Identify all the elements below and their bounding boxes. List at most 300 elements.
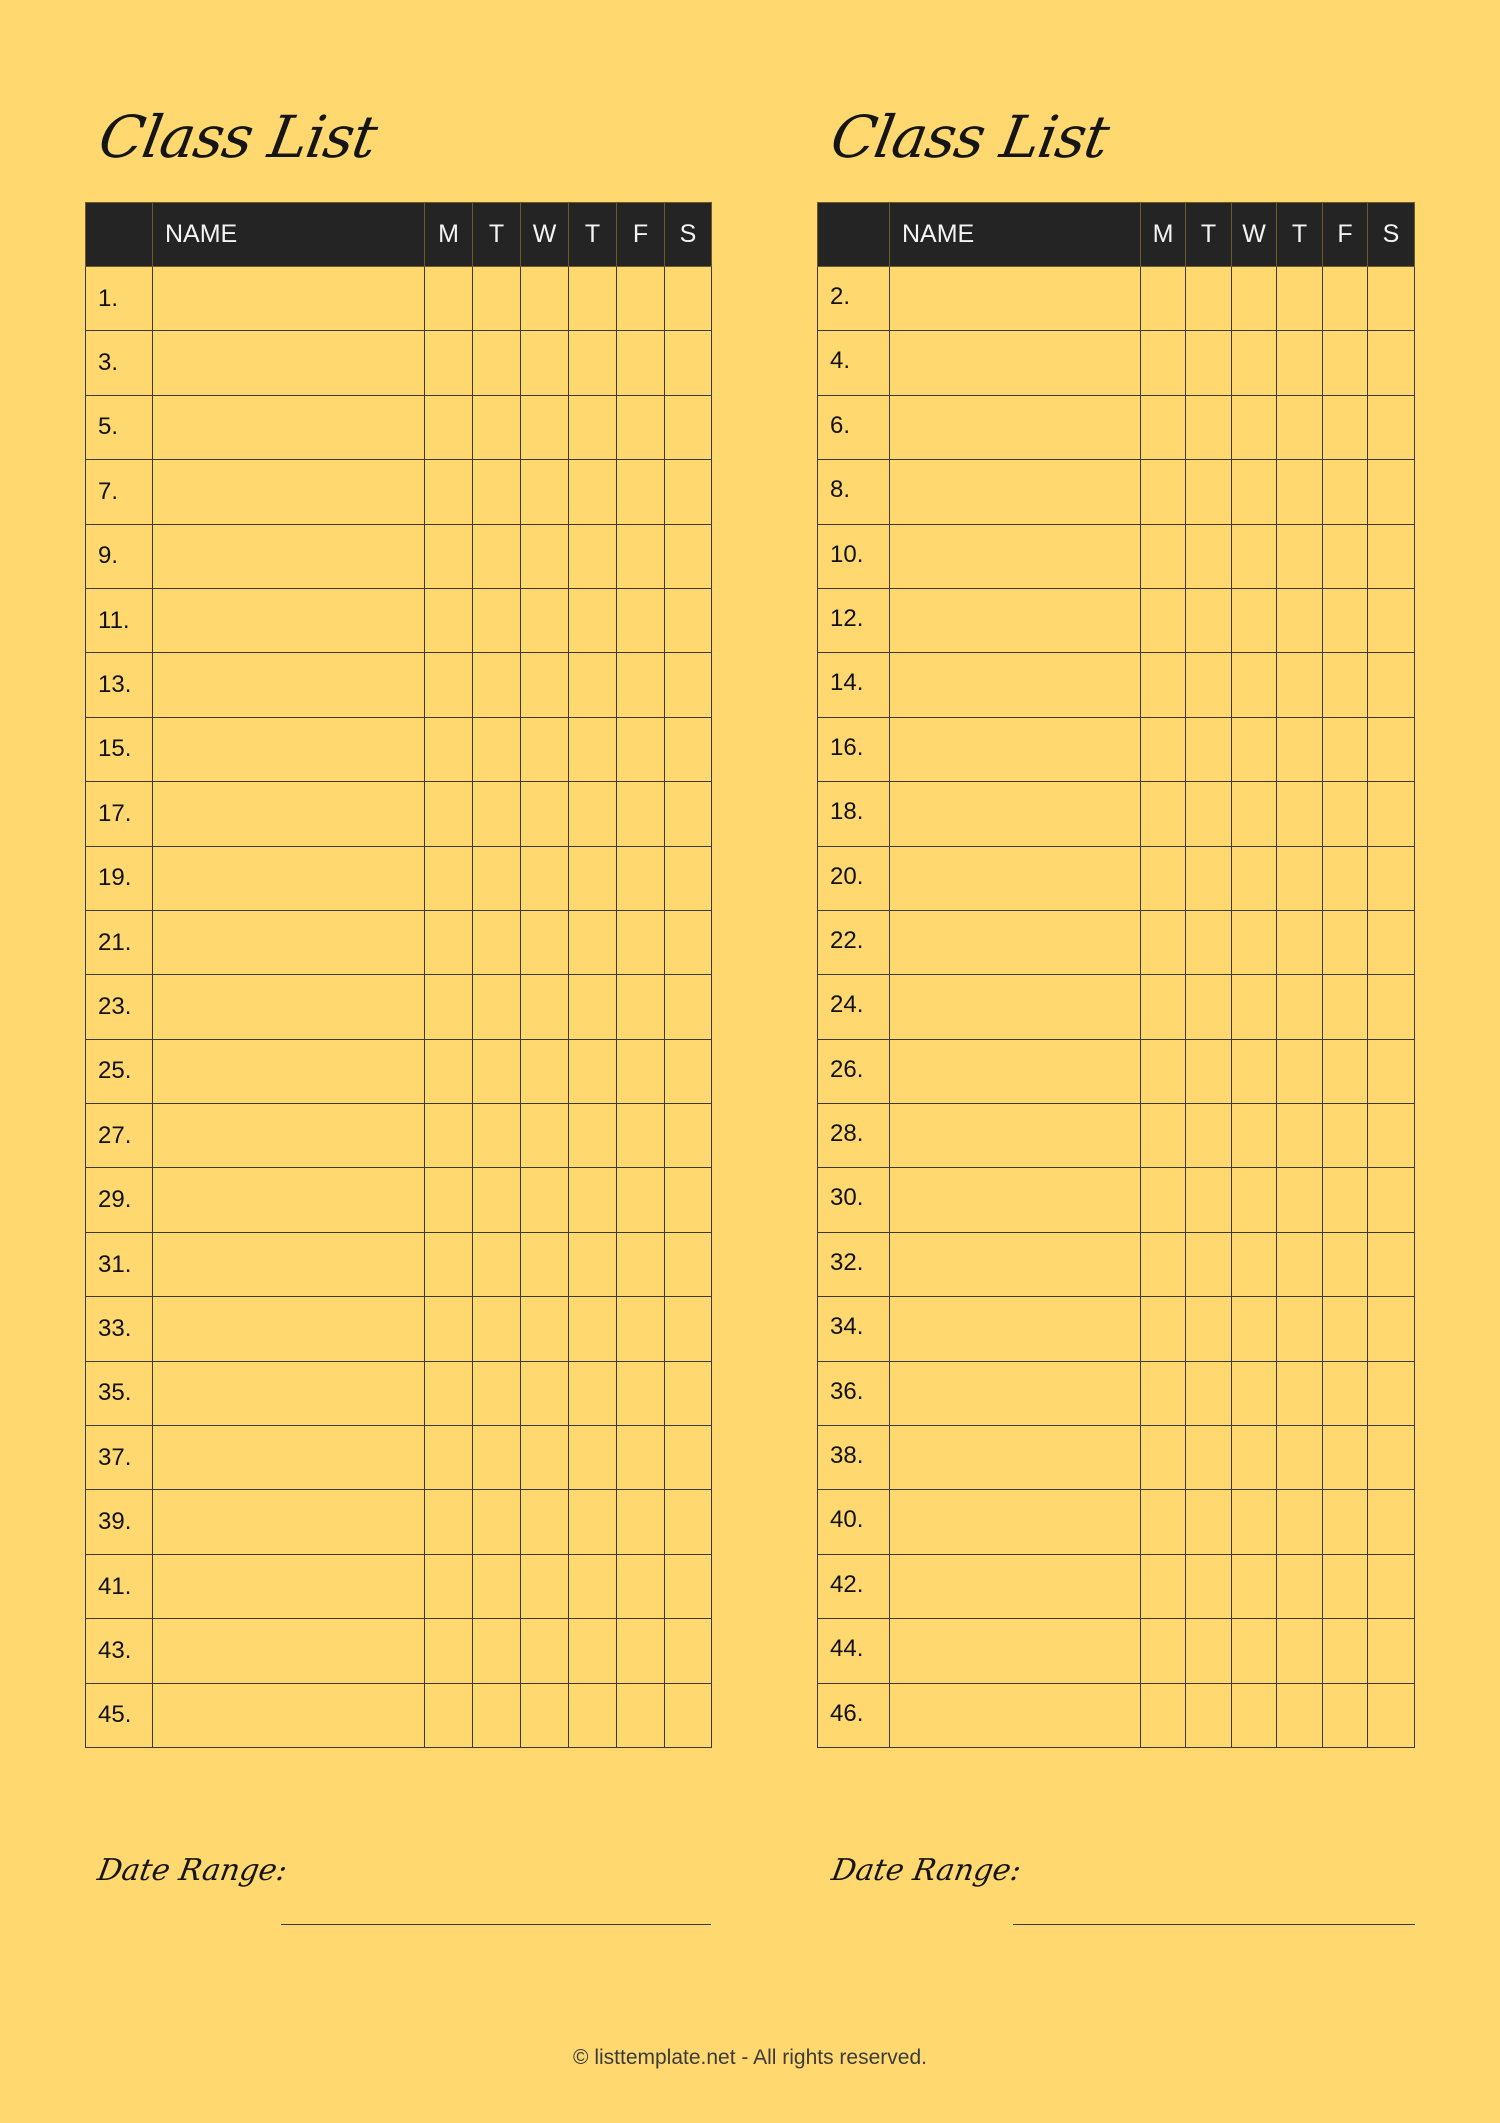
- name-cell[interactable]: [153, 782, 425, 846]
- attendance-cell[interactable]: [1232, 524, 1277, 588]
- attendance-cell[interactable]: [521, 975, 569, 1039]
- attendance-cell[interactable]: [617, 395, 665, 459]
- attendance-cell[interactable]: [569, 782, 617, 846]
- attendance-cell[interactable]: [473, 1232, 521, 1296]
- name-cell[interactable]: [153, 524, 425, 588]
- attendance-cell[interactable]: [1368, 1232, 1415, 1296]
- attendance-cell[interactable]: [1186, 1554, 1232, 1618]
- attendance-cell[interactable]: [1186, 1104, 1232, 1168]
- attendance-cell[interactable]: [1186, 1490, 1232, 1554]
- attendance-cell[interactable]: [425, 717, 473, 781]
- attendance-cell[interactable]: [521, 1039, 569, 1103]
- attendance-cell[interactable]: [1277, 653, 1323, 717]
- attendance-cell[interactable]: [617, 1039, 665, 1103]
- attendance-cell[interactable]: [1323, 1104, 1368, 1168]
- attendance-cell[interactable]: [521, 910, 569, 974]
- attendance-cell[interactable]: [1368, 1683, 1415, 1747]
- attendance-cell[interactable]: [1368, 717, 1415, 781]
- name-cell[interactable]: [153, 395, 425, 459]
- attendance-cell[interactable]: [521, 717, 569, 781]
- name-cell[interactable]: [153, 717, 425, 781]
- attendance-cell[interactable]: [617, 1104, 665, 1168]
- attendance-cell[interactable]: [569, 524, 617, 588]
- attendance-cell[interactable]: [1323, 1683, 1368, 1747]
- attendance-cell[interactable]: [1232, 331, 1277, 395]
- attendance-cell[interactable]: [1323, 1426, 1368, 1490]
- attendance-cell[interactable]: [425, 1297, 473, 1361]
- attendance-cell[interactable]: [569, 846, 617, 910]
- attendance-cell[interactable]: [425, 975, 473, 1039]
- attendance-cell[interactable]: [1277, 1104, 1323, 1168]
- name-cell[interactable]: [153, 588, 425, 652]
- attendance-cell[interactable]: [1323, 1619, 1368, 1683]
- attendance-cell[interactable]: [665, 1619, 712, 1683]
- attendance-cell[interactable]: [665, 846, 712, 910]
- attendance-cell[interactable]: [473, 395, 521, 459]
- attendance-cell[interactable]: [1141, 910, 1186, 974]
- attendance-cell[interactable]: [473, 588, 521, 652]
- attendance-cell[interactable]: [617, 653, 665, 717]
- name-cell[interactable]: [153, 1168, 425, 1232]
- attendance-cell[interactable]: [1277, 846, 1323, 910]
- name-cell[interactable]: [153, 460, 425, 524]
- name-cell[interactable]: [890, 975, 1141, 1039]
- name-cell[interactable]: [890, 524, 1141, 588]
- attendance-cell[interactable]: [1141, 1554, 1186, 1618]
- attendance-cell[interactable]: [1232, 717, 1277, 781]
- attendance-cell[interactable]: [521, 1683, 569, 1747]
- attendance-cell[interactable]: [1141, 1297, 1186, 1361]
- attendance-cell[interactable]: [1323, 846, 1368, 910]
- attendance-cell[interactable]: [1368, 331, 1415, 395]
- attendance-cell[interactable]: [1141, 1361, 1186, 1425]
- attendance-cell[interactable]: [425, 1361, 473, 1425]
- attendance-cell[interactable]: [425, 846, 473, 910]
- attendance-cell[interactable]: [1323, 1361, 1368, 1425]
- attendance-cell[interactable]: [1141, 846, 1186, 910]
- attendance-cell[interactable]: [473, 331, 521, 395]
- attendance-cell[interactable]: [1186, 1168, 1232, 1232]
- attendance-cell[interactable]: [425, 1490, 473, 1554]
- attendance-cell[interactable]: [1141, 331, 1186, 395]
- attendance-cell[interactable]: [617, 1232, 665, 1296]
- name-cell[interactable]: [890, 1683, 1141, 1747]
- attendance-cell[interactable]: [617, 1361, 665, 1425]
- attendance-cell[interactable]: [1368, 460, 1415, 524]
- attendance-cell[interactable]: [425, 331, 473, 395]
- attendance-cell[interactable]: [1277, 1168, 1323, 1232]
- attendance-cell[interactable]: [425, 1039, 473, 1103]
- attendance-cell[interactable]: [1186, 395, 1232, 459]
- attendance-cell[interactable]: [1186, 1297, 1232, 1361]
- name-cell[interactable]: [890, 1104, 1141, 1168]
- attendance-cell[interactable]: [1186, 910, 1232, 974]
- attendance-cell[interactable]: [617, 1297, 665, 1361]
- name-cell[interactable]: [890, 910, 1141, 974]
- attendance-cell[interactable]: [1186, 1039, 1232, 1103]
- attendance-cell[interactable]: [473, 524, 521, 588]
- attendance-cell[interactable]: [665, 1426, 712, 1490]
- attendance-cell[interactable]: [1141, 1232, 1186, 1296]
- attendance-cell[interactable]: [473, 717, 521, 781]
- attendance-cell[interactable]: [1323, 910, 1368, 974]
- name-cell[interactable]: [890, 1232, 1141, 1296]
- attendance-cell[interactable]: [569, 975, 617, 1039]
- attendance-cell[interactable]: [1232, 395, 1277, 459]
- name-cell[interactable]: [153, 1232, 425, 1296]
- attendance-cell[interactable]: [1186, 588, 1232, 652]
- attendance-cell[interactable]: [617, 331, 665, 395]
- attendance-cell[interactable]: [425, 653, 473, 717]
- attendance-cell[interactable]: [1277, 524, 1323, 588]
- name-cell[interactable]: [890, 846, 1141, 910]
- attendance-cell[interactable]: [1186, 975, 1232, 1039]
- attendance-cell[interactable]: [1186, 653, 1232, 717]
- attendance-cell[interactable]: [569, 1554, 617, 1618]
- attendance-cell[interactable]: [617, 846, 665, 910]
- attendance-cell[interactable]: [617, 460, 665, 524]
- attendance-cell[interactable]: [473, 267, 521, 331]
- attendance-cell[interactable]: [665, 1039, 712, 1103]
- name-cell[interactable]: [890, 1361, 1141, 1425]
- attendance-cell[interactable]: [1232, 1232, 1277, 1296]
- attendance-cell[interactable]: [665, 1104, 712, 1168]
- attendance-cell[interactable]: [569, 1104, 617, 1168]
- attendance-cell[interactable]: [569, 653, 617, 717]
- attendance-cell[interactable]: [1368, 1168, 1415, 1232]
- attendance-cell[interactable]: [1277, 460, 1323, 524]
- attendance-cell[interactable]: [665, 1361, 712, 1425]
- attendance-cell[interactable]: [1232, 1297, 1277, 1361]
- attendance-cell[interactable]: [521, 1490, 569, 1554]
- attendance-cell[interactable]: [1186, 717, 1232, 781]
- attendance-cell[interactable]: [473, 1683, 521, 1747]
- name-cell[interactable]: [153, 1104, 425, 1168]
- attendance-cell[interactable]: [1141, 395, 1186, 459]
- attendance-cell[interactable]: [665, 1490, 712, 1554]
- attendance-cell[interactable]: [617, 1426, 665, 1490]
- attendance-cell[interactable]: [1368, 1554, 1415, 1618]
- attendance-cell[interactable]: [1141, 782, 1186, 846]
- attendance-cell[interactable]: [425, 1104, 473, 1168]
- attendance-cell[interactable]: [425, 1168, 473, 1232]
- name-cell[interactable]: [890, 460, 1141, 524]
- attendance-cell[interactable]: [1232, 1168, 1277, 1232]
- attendance-cell[interactable]: [521, 588, 569, 652]
- attendance-cell[interactable]: [617, 1490, 665, 1554]
- attendance-cell[interactable]: [1186, 1619, 1232, 1683]
- attendance-cell[interactable]: [425, 267, 473, 331]
- name-cell[interactable]: [890, 267, 1141, 331]
- attendance-cell[interactable]: [1186, 460, 1232, 524]
- name-cell[interactable]: [890, 1039, 1141, 1103]
- attendance-cell[interactable]: [1186, 1426, 1232, 1490]
- attendance-cell[interactable]: [569, 331, 617, 395]
- attendance-cell[interactable]: [1141, 975, 1186, 1039]
- attendance-cell[interactable]: [1323, 653, 1368, 717]
- attendance-cell[interactable]: [521, 1297, 569, 1361]
- attendance-cell[interactable]: [569, 1168, 617, 1232]
- attendance-cell[interactable]: [425, 1554, 473, 1618]
- attendance-cell[interactable]: [1368, 1297, 1415, 1361]
- attendance-cell[interactable]: [1277, 1619, 1323, 1683]
- attendance-cell[interactable]: [1368, 1361, 1415, 1425]
- attendance-cell[interactable]: [1368, 846, 1415, 910]
- attendance-cell[interactable]: [1323, 782, 1368, 846]
- attendance-cell[interactable]: [1323, 1554, 1368, 1618]
- date-range-line-right[interactable]: [1013, 1924, 1415, 1925]
- attendance-cell[interactable]: [665, 524, 712, 588]
- attendance-cell[interactable]: [1323, 331, 1368, 395]
- attendance-cell[interactable]: [569, 1619, 617, 1683]
- attendance-cell[interactable]: [1323, 588, 1368, 652]
- attendance-cell[interactable]: [473, 975, 521, 1039]
- attendance-cell[interactable]: [1323, 1039, 1368, 1103]
- attendance-cell[interactable]: [569, 460, 617, 524]
- attendance-cell[interactable]: [1141, 1683, 1186, 1747]
- name-cell[interactable]: [153, 1297, 425, 1361]
- name-cell[interactable]: [153, 1490, 425, 1554]
- attendance-cell[interactable]: [425, 1619, 473, 1683]
- attendance-cell[interactable]: [473, 1168, 521, 1232]
- attendance-cell[interactable]: [1277, 588, 1323, 652]
- attendance-cell[interactable]: [1323, 1490, 1368, 1554]
- attendance-cell[interactable]: [665, 975, 712, 1039]
- attendance-cell[interactable]: [617, 588, 665, 652]
- attendance-cell[interactable]: [1141, 1168, 1186, 1232]
- attendance-cell[interactable]: [1232, 782, 1277, 846]
- attendance-cell[interactable]: [569, 1426, 617, 1490]
- name-cell[interactable]: [153, 1683, 425, 1747]
- name-cell[interactable]: [890, 1554, 1141, 1618]
- name-cell[interactable]: [890, 395, 1141, 459]
- attendance-cell[interactable]: [521, 1554, 569, 1618]
- attendance-cell[interactable]: [473, 653, 521, 717]
- attendance-cell[interactable]: [473, 1426, 521, 1490]
- attendance-cell[interactable]: [1141, 1619, 1186, 1683]
- name-cell[interactable]: [153, 1554, 425, 1618]
- attendance-cell[interactable]: [425, 782, 473, 846]
- attendance-cell[interactable]: [1232, 653, 1277, 717]
- attendance-cell[interactable]: [425, 1683, 473, 1747]
- attendance-cell[interactable]: [665, 331, 712, 395]
- attendance-cell[interactable]: [473, 1104, 521, 1168]
- attendance-cell[interactable]: [1277, 975, 1323, 1039]
- date-range-line-left[interactable]: [281, 1924, 711, 1925]
- attendance-cell[interactable]: [665, 1683, 712, 1747]
- attendance-cell[interactable]: [1323, 1297, 1368, 1361]
- attendance-cell[interactable]: [1277, 1554, 1323, 1618]
- attendance-cell[interactable]: [1277, 1490, 1323, 1554]
- attendance-cell[interactable]: [425, 1426, 473, 1490]
- attendance-cell[interactable]: [569, 395, 617, 459]
- attendance-cell[interactable]: [1323, 975, 1368, 1039]
- attendance-cell[interactable]: [1277, 1426, 1323, 1490]
- attendance-cell[interactable]: [617, 782, 665, 846]
- attendance-cell[interactable]: [1368, 910, 1415, 974]
- attendance-cell[interactable]: [1232, 1361, 1277, 1425]
- name-cell[interactable]: [153, 910, 425, 974]
- attendance-cell[interactable]: [1277, 717, 1323, 781]
- attendance-cell[interactable]: [1141, 1039, 1186, 1103]
- attendance-cell[interactable]: [1368, 267, 1415, 331]
- attendance-cell[interactable]: [473, 782, 521, 846]
- attendance-cell[interactable]: [1277, 782, 1323, 846]
- attendance-cell[interactable]: [1141, 1426, 1186, 1490]
- attendance-cell[interactable]: [617, 1683, 665, 1747]
- name-cell[interactable]: [153, 331, 425, 395]
- attendance-cell[interactable]: [521, 1104, 569, 1168]
- attendance-cell[interactable]: [1277, 1683, 1323, 1747]
- attendance-cell[interactable]: [521, 1426, 569, 1490]
- attendance-cell[interactable]: [1232, 910, 1277, 974]
- name-cell[interactable]: [153, 1426, 425, 1490]
- name-cell[interactable]: [890, 1619, 1141, 1683]
- attendance-cell[interactable]: [1277, 267, 1323, 331]
- attendance-cell[interactable]: [1232, 975, 1277, 1039]
- attendance-cell[interactable]: [1323, 524, 1368, 588]
- attendance-cell[interactable]: [1141, 524, 1186, 588]
- attendance-cell[interactable]: [473, 1554, 521, 1618]
- attendance-cell[interactable]: [1368, 1619, 1415, 1683]
- name-cell[interactable]: [890, 1490, 1141, 1554]
- attendance-cell[interactable]: [1368, 1104, 1415, 1168]
- name-cell[interactable]: [890, 588, 1141, 652]
- attendance-cell[interactable]: [569, 267, 617, 331]
- attendance-cell[interactable]: [1277, 1039, 1323, 1103]
- attendance-cell[interactable]: [569, 1232, 617, 1296]
- name-cell[interactable]: [890, 1297, 1141, 1361]
- attendance-cell[interactable]: [1186, 331, 1232, 395]
- attendance-cell[interactable]: [1323, 1232, 1368, 1296]
- attendance-cell[interactable]: [1186, 1683, 1232, 1747]
- attendance-cell[interactable]: [617, 910, 665, 974]
- attendance-cell[interactable]: [1277, 1297, 1323, 1361]
- attendance-cell[interactable]: [569, 910, 617, 974]
- attendance-cell[interactable]: [1277, 331, 1323, 395]
- attendance-cell[interactable]: [1232, 1426, 1277, 1490]
- attendance-cell[interactable]: [1368, 588, 1415, 652]
- attendance-cell[interactable]: [617, 267, 665, 331]
- attendance-cell[interactable]: [1141, 653, 1186, 717]
- attendance-cell[interactable]: [665, 1232, 712, 1296]
- attendance-cell[interactable]: [569, 1039, 617, 1103]
- attendance-cell[interactable]: [1186, 524, 1232, 588]
- attendance-cell[interactable]: [425, 460, 473, 524]
- attendance-cell[interactable]: [665, 782, 712, 846]
- attendance-cell[interactable]: [569, 588, 617, 652]
- attendance-cell[interactable]: [1232, 1683, 1277, 1747]
- attendance-cell[interactable]: [1141, 1104, 1186, 1168]
- attendance-cell[interactable]: [473, 910, 521, 974]
- attendance-cell[interactable]: [665, 910, 712, 974]
- attendance-cell[interactable]: [1232, 1104, 1277, 1168]
- name-cell[interactable]: [890, 653, 1141, 717]
- attendance-cell[interactable]: [665, 1554, 712, 1618]
- attendance-cell[interactable]: [569, 717, 617, 781]
- name-cell[interactable]: [153, 1361, 425, 1425]
- attendance-cell[interactable]: [1368, 1426, 1415, 1490]
- attendance-cell[interactable]: [665, 1168, 712, 1232]
- attendance-cell[interactable]: [521, 460, 569, 524]
- attendance-cell[interactable]: [473, 1619, 521, 1683]
- attendance-cell[interactable]: [569, 1297, 617, 1361]
- attendance-cell[interactable]: [473, 1361, 521, 1425]
- attendance-cell[interactable]: [521, 846, 569, 910]
- attendance-cell[interactable]: [1323, 1168, 1368, 1232]
- name-cell[interactable]: [890, 331, 1141, 395]
- attendance-cell[interactable]: [425, 1232, 473, 1296]
- attendance-cell[interactable]: [1141, 460, 1186, 524]
- name-cell[interactable]: [153, 975, 425, 1039]
- attendance-cell[interactable]: [665, 267, 712, 331]
- name-cell[interactable]: [890, 1426, 1141, 1490]
- attendance-cell[interactable]: [1368, 1039, 1415, 1103]
- attendance-cell[interactable]: [521, 1361, 569, 1425]
- attendance-cell[interactable]: [1232, 460, 1277, 524]
- attendance-cell[interactable]: [521, 1619, 569, 1683]
- attendance-cell[interactable]: [521, 395, 569, 459]
- attendance-cell[interactable]: [1277, 395, 1323, 459]
- attendance-cell[interactable]: [1277, 1361, 1323, 1425]
- attendance-cell[interactable]: [1232, 1490, 1277, 1554]
- name-cell[interactable]: [153, 1039, 425, 1103]
- name-cell[interactable]: [153, 653, 425, 717]
- attendance-cell[interactable]: [473, 460, 521, 524]
- attendance-cell[interactable]: [665, 653, 712, 717]
- attendance-cell[interactable]: [569, 1490, 617, 1554]
- attendance-cell[interactable]: [617, 1619, 665, 1683]
- attendance-cell[interactable]: [521, 782, 569, 846]
- attendance-cell[interactable]: [425, 395, 473, 459]
- attendance-cell[interactable]: [1186, 267, 1232, 331]
- attendance-cell[interactable]: [1368, 782, 1415, 846]
- attendance-cell[interactable]: [1232, 1619, 1277, 1683]
- attendance-cell[interactable]: [1368, 395, 1415, 459]
- attendance-cell[interactable]: [1186, 846, 1232, 910]
- attendance-cell[interactable]: [1232, 1039, 1277, 1103]
- name-cell[interactable]: [890, 1168, 1141, 1232]
- attendance-cell[interactable]: [665, 460, 712, 524]
- attendance-cell[interactable]: [425, 910, 473, 974]
- attendance-cell[interactable]: [1368, 1490, 1415, 1554]
- attendance-cell[interactable]: [1141, 1490, 1186, 1554]
- attendance-cell[interactable]: [569, 1683, 617, 1747]
- attendance-cell[interactable]: [1277, 1232, 1323, 1296]
- attendance-cell[interactable]: [665, 1297, 712, 1361]
- attendance-cell[interactable]: [1277, 910, 1323, 974]
- attendance-cell[interactable]: [1141, 717, 1186, 781]
- attendance-cell[interactable]: [665, 588, 712, 652]
- attendance-cell[interactable]: [665, 395, 712, 459]
- attendance-cell[interactable]: [569, 1361, 617, 1425]
- attendance-cell[interactable]: [521, 331, 569, 395]
- attendance-cell[interactable]: [617, 524, 665, 588]
- attendance-cell[interactable]: [617, 717, 665, 781]
- attendance-cell[interactable]: [1323, 395, 1368, 459]
- attendance-cell[interactable]: [1232, 588, 1277, 652]
- attendance-cell[interactable]: [521, 1232, 569, 1296]
- attendance-cell[interactable]: [473, 1490, 521, 1554]
- attendance-cell[interactable]: [1232, 267, 1277, 331]
- attendance-cell[interactable]: [1368, 975, 1415, 1039]
- attendance-cell[interactable]: [1186, 1361, 1232, 1425]
- name-cell[interactable]: [153, 846, 425, 910]
- name-cell[interactable]: [153, 267, 425, 331]
- attendance-cell[interactable]: [617, 1554, 665, 1618]
- attendance-cell[interactable]: [1232, 846, 1277, 910]
- attendance-cell[interactable]: [1323, 717, 1368, 781]
